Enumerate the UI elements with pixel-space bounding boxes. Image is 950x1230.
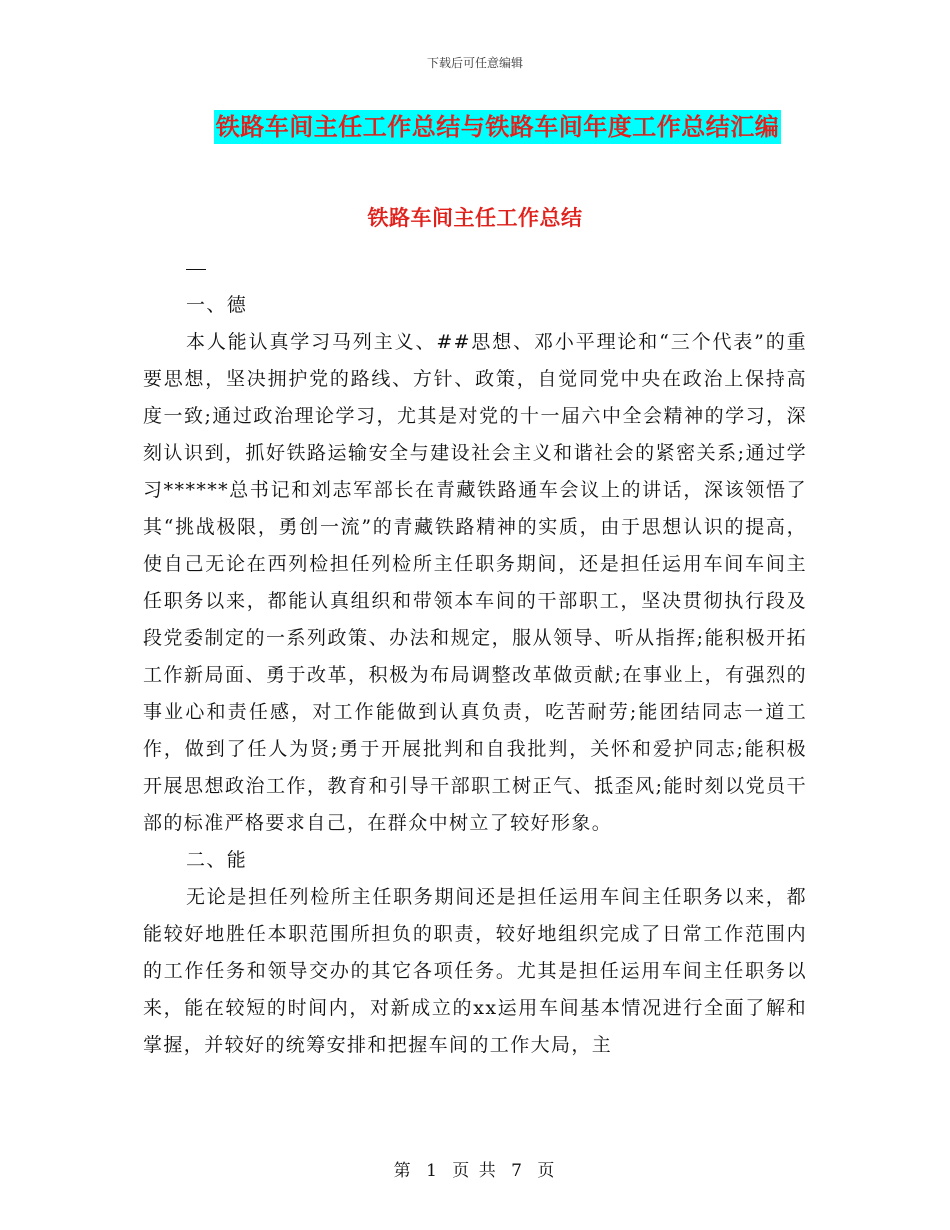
footer-current-page: 1 <box>426 1161 439 1181</box>
page-footer <box>0 1156 950 1181</box>
header-note: 下载后可任意编辑 <box>426 56 523 70</box>
sub-title: 铁路车间主任工作总结 <box>367 205 583 230</box>
main-title: 铁路车间主任工作总结与铁路车间年度工作总结汇编 <box>214 110 782 144</box>
footer-suffix: 页 <box>537 1161 557 1181</box>
main-title-container <box>0 110 950 144</box>
body-text <box>143 250 807 1064</box>
section2-paragraph: 无论是担任列检所主任职务期间还是担任运用车间主任职务以来，都能较好地胜任本职范围所担负的职责，较好地组织完成了日常工作范围内的工作任务和领导交办的其它各项任务。尤其是担任运用车间主任职务以来，能在较短的时间内，对新成立的xx运用车间基本情况进行全面了解和掌握，并较好的统筹安排和把握车间的工作大局，主 <box>143 886 807 1056</box>
section2-heading: 二、能 <box>186 849 248 871</box>
section1-heading: 一、德 <box>186 294 248 316</box>
footer-total-pages: 7 <box>511 1161 524 1181</box>
footer-prefix: 第 <box>393 1161 413 1181</box>
dash-mark <box>186 269 206 270</box>
section1-paragraph: 本人能认真学习马列主义、##思想、邓小平理论和“三个代表”的重要思想，坚决拥护党的路线、方针、政策，自觉同党中央在政治上保持高度一致;通过政治理论学习，尤其是对党的十一届六中全会精神的学习，深刻认识到，抓好铁路运输安全与建设社会主义和谐社会的紧密关系;通过学习******总书记和刘志军部长在青藏铁路通车会议上的讲话，深该领悟了其“挑战极限，勇创一流”的青藏铁路精神的实质，由于思想认识的提高，使自己无论在西列检担任列检所主任职务期间，还是担任运用车间车间主任职务以来，都能认真组织和带领本车间的干部职工，坚决贯彻执行段及段党委制定的一系列政策、办法和规定，服从领导、听从指挥;能积极开拓工作新局面、勇于改革，积极为布局调整改革做贡献;在事业上，有强烈的事业心和责任感，对工作能做到认真负责，吃苦耐劳;能团结同志一道工作，做到了任人为贤;勇于开展批判和自我批判，关怀和爱护同志;能积极开展思想政治工作，教育和引导干部职工树正气、抵歪风;能时刻以党员干部的标准严格要求自己，在群众中树立了较好形象。 <box>143 331 807 834</box>
footer-middle: 页 共 <box>452 1161 498 1181</box>
dash-line <box>143 250 807 287</box>
